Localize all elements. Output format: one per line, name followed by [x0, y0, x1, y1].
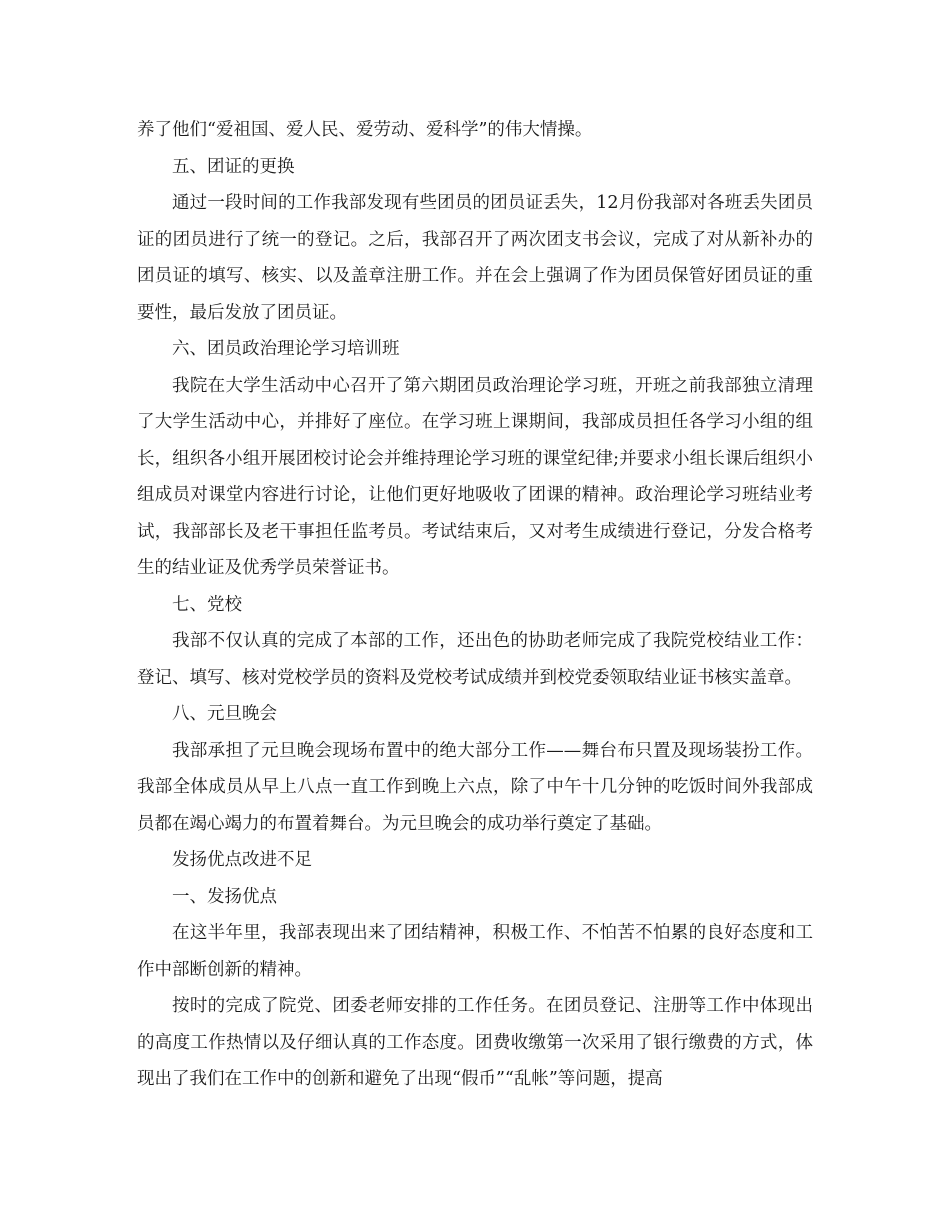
section-heading-strengths: 发扬优点改进不足 [172, 850, 312, 870]
paragraph-tasks: 按时的完成了院党、团委老师安排的工作任务。在团员登记、注册等工作中体现出的高度工作热情以及仔细认真的工作态度。团费收缴第一次采用了银行缴费的方式，体现出了我们在工作中的创新和避免了出现“假币”“乱帐”等问题，提高 [137, 996, 813, 1089]
section-heading-1: 一、发扬优点 [172, 886, 277, 907]
paragraph-membership-card: 通过一段时间的工作我部发现有些团员的团员证丢失，12月份我部对各班丢失团员证的团员进行了统一的登记。之后，我部召开了两次团支书会议，完成了对从新补办的团员证的填写、核实、以及盖章注册工作。并在会上强调了作为团员保管好团员证的重要性，最后发放了团员证。 [137, 193, 813, 323]
paragraph-continuation: 养了他们“爱祖国、爱人民、爱劳动、爱科学”的伟大情操。 [137, 120, 593, 140]
paragraph-training-class: 我院在大学生活动中心召开了第六期团员政治理论学习班，开班之前我部独立清理了大学生活动中心，并排好了座位。在学习班上课期间，我部成员担任各学习小组的组长，组织各小组开展团校讨论会并维持理论学习班的课堂纪律;并要求小组长课后组织小组成员对课堂内容进行讨论，让他们更好地吸收了团课的精神。政治理论学习班结业考试，我部部长及老干事担任监考员。考试结束后，又对考生成绩进行登记，分发合格考生的结业证及优秀学员荣誉证书。 [137, 375, 813, 578]
section-heading-7: 七、党校 [172, 594, 242, 615]
paragraph-party-school: 我部不仅认真的完成了本部的工作，还出色的协助老师完成了我院党校结业工作：登记、填写、核对党校学员的资料及党校考试成绩并到校党委领取结业证书核实盖章。 [137, 631, 813, 688]
paragraph-new-year-party: 我部承担了元旦晚会现场布置中的绝大部分工作——舞台布只置及现场装扮工作。我部全体成员从早上八点一直工作到晚上六点，除了中午十几分钟的吃饭时间外我部成员都在竭心竭力的布置着舞台。为元旦晚会的成功举行奠定了基础。 [137, 740, 813, 834]
section-heading-8: 八、元旦晚会 [172, 704, 277, 724]
section-heading-5: 五、团证的更换 [172, 156, 295, 177]
paragraph-unity: 在这半年里，我部表现出来了团结精神，积极工作、不怕苦不怕累的良好态度和工作中部断创新的精神。 [137, 923, 813, 980]
document-body [137, 112, 813, 1098]
section-heading-6: 六、团员政治理论学习培训班 [172, 339, 400, 359]
